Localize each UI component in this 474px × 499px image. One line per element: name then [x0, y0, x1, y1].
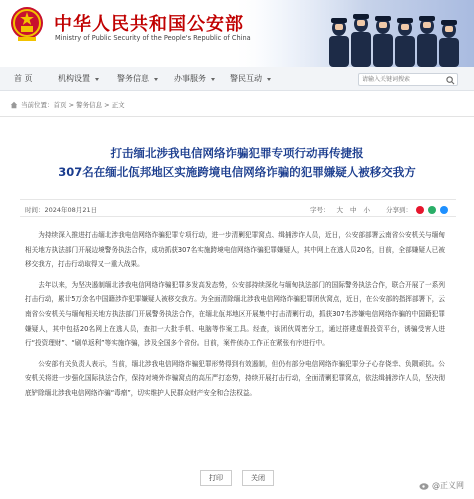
- nav-organization[interactable]: [58, 67, 99, 91]
- breadcrumb-text[interactable]: 当前位置：首页 > 警务信息 > 正文: [21, 101, 125, 109]
- article-paragraph: 为持续深入推进打击缅北涉我电信网络诈骗犯罪专项行动，进一步清剿犯罪窝点、缉捕涉诈人员，近日，公安部部署云南省公安机关与缅甸相关地方执法部门开展边境警务执法合作，成功抓获307名实施跨境电信网络诈骗犯罪嫌疑人，其中网上在逃人员20名，目前，全部嫌疑人已被移交我方，打击行动取得又一重大战果。: [25, 231, 445, 269]
- weibo-share-icon[interactable]: [416, 206, 424, 214]
- nav-services[interactable]: [174, 67, 215, 91]
- search-box: [358, 73, 458, 86]
- site-subtitle: Ministry of Public Security of the People's Republic of China: [55, 34, 251, 42]
- share-bar: [386, 205, 448, 214]
- font-size-small[interactable]: 小: [363, 206, 370, 214]
- main-nav: [0, 67, 474, 91]
- article-meta-bar: [20, 199, 456, 217]
- breadcrumb: [10, 100, 125, 109]
- nav-police-info-label: 警务信息: [117, 74, 149, 83]
- nav-services-label: 办事服务: [174, 74, 206, 83]
- site-header: [0, 0, 474, 67]
- article-paragraph: 去年以来，为坚决遏制缅北涉我电信网络诈骗犯罪多发高发态势，公安部持续深化与缅甸执法部门的国际警务执法合作，联合开展了一系列打击行动，累计5万余名中国籍涉诈犯罪嫌疑人被移交我方。为全面清除缅北涉我电信网络诈骗犯罪团伙窝点，近日，在公安部的指挥部署下，云南省公安机关与缅甸相关地方执法部门开展警务执法合作，在缅北佤邦地区开展集中打击清剿行动，抓获307名涉嫌电信网络诈骗的中国籍犯罪嫌疑人，其中包括20名网上在逃人员，查扣一大批手机、电脑等作案工具。经查，该团伙周密分工，通过搭建虚假投资平台，诱骗受害人进行“投资理财”、“刷单返利”等实施诈骗，涉及全国多个省份。目前，案件侦办工作正在紧张有序进行中。: [25, 280, 445, 348]
- divider: [0, 116, 474, 117]
- close-button[interactable]: 关闭: [242, 470, 274, 486]
- print-button[interactable]: 打印: [200, 470, 232, 486]
- nav-interaction[interactable]: [230, 67, 271, 91]
- font-size-large[interactable]: 大: [336, 206, 343, 214]
- chevron-down-icon: [95, 78, 99, 81]
- nav-police-info[interactable]: [117, 67, 158, 91]
- article-title-line1: 打击缅北涉我电信网络诈骗犯罪专项行动再传捷报: [110, 146, 364, 160]
- search-input[interactable]: [359, 74, 444, 85]
- qq-share-icon[interactable]: [440, 206, 448, 214]
- chevron-down-icon: [154, 78, 158, 81]
- site-title: 中华人民共和国公安部: [54, 14, 244, 35]
- font-size-control: [310, 205, 370, 214]
- article-paragraph: 公安部有关负责人表示，当前，缅北涉我电信网络诈骗犯罪形势得到有效遏制，但仍有部分电信网络诈骗犯罪分子心存侥幸、负隅顽抗。公安机关将进一步强化国际执法合作，保持对境外诈骗窝点的高压严打态势，持续开展打击行动，全面清剿犯罪窝点，依法缉捕涉诈人员，坚决彻底铲除缅北涉我电信网络诈骗“毒瘤”，切实维护人民群众财产安全和合法权益。: [25, 359, 445, 397]
- watermark-text: @正义网: [432, 481, 464, 490]
- wechat-share-icon[interactable]: [428, 206, 436, 214]
- article-actions: [0, 470, 474, 486]
- font-size-medium[interactable]: 中: [350, 206, 357, 214]
- location-icon: [10, 101, 18, 109]
- nav-home[interactable]: [14, 67, 33, 91]
- share-label: 分享到：: [386, 206, 412, 214]
- police-officers-banner-image: [255, 0, 474, 67]
- nav-interaction-label: 警民互动: [230, 74, 262, 83]
- publish-date: 时间：2024年08月21日: [25, 206, 98, 214]
- national-emblem-icon: [10, 6, 44, 42]
- watermark: [419, 480, 464, 491]
- article-body: [25, 228, 445, 407]
- font-size-label: 字号：: [310, 206, 330, 214]
- search-icon[interactable]: [446, 76, 455, 85]
- nav-home-label: 首 页: [14, 74, 33, 83]
- weibo-icon: [419, 481, 429, 490]
- article-title-line2: 307名在缅北佤邦地区实施跨境电信网络诈骗的犯罪嫌疑人被移交我方: [58, 165, 416, 179]
- chevron-down-icon: [211, 78, 215, 81]
- chevron-down-icon: [267, 78, 271, 81]
- nav-organization-label: 机构设置: [58, 74, 90, 83]
